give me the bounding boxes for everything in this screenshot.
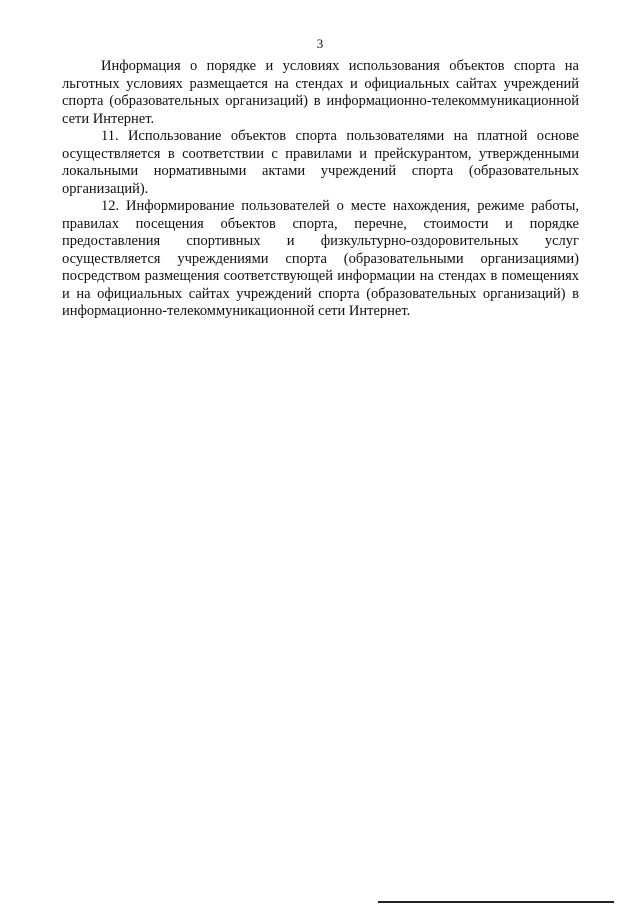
paragraph-info-preferential: Информация о порядке и условиях использования объектов спорта на льготных условиях размещается на стендах и официальных сайтах учреждений спорта (образовательных организаций) в информационно-телекоммуникационной сети Интернет. [62,58,579,127]
paragraph-11: 11. Использование объектов спорта пользователями на платной основе осуществляется в соответствии с правилами и прейскурантом, утвержденными локальными нормативными актами учреждений спорта (образовательных организаций). [62,128,579,197]
document-body [62,58,579,321]
bottom-rule [378,901,614,903]
paragraph-12: 12. Информирование пользователей о месте нахождения, режиме работы, правилах посещения объектов спорта, перечне, стоимости и порядке предоставления спортивных и физкультурно-оздоровительных услуг осуществляется учреждениями спорта (образовательными организациями) посредством размещения соответствующей информации на стендах в помещениях и на официальных сайтах учреждений спорта (образовательных организаций) в информационно-телекоммуникационной сети Интернет. [62,198,579,319]
page-number: 3 [316,36,324,51]
